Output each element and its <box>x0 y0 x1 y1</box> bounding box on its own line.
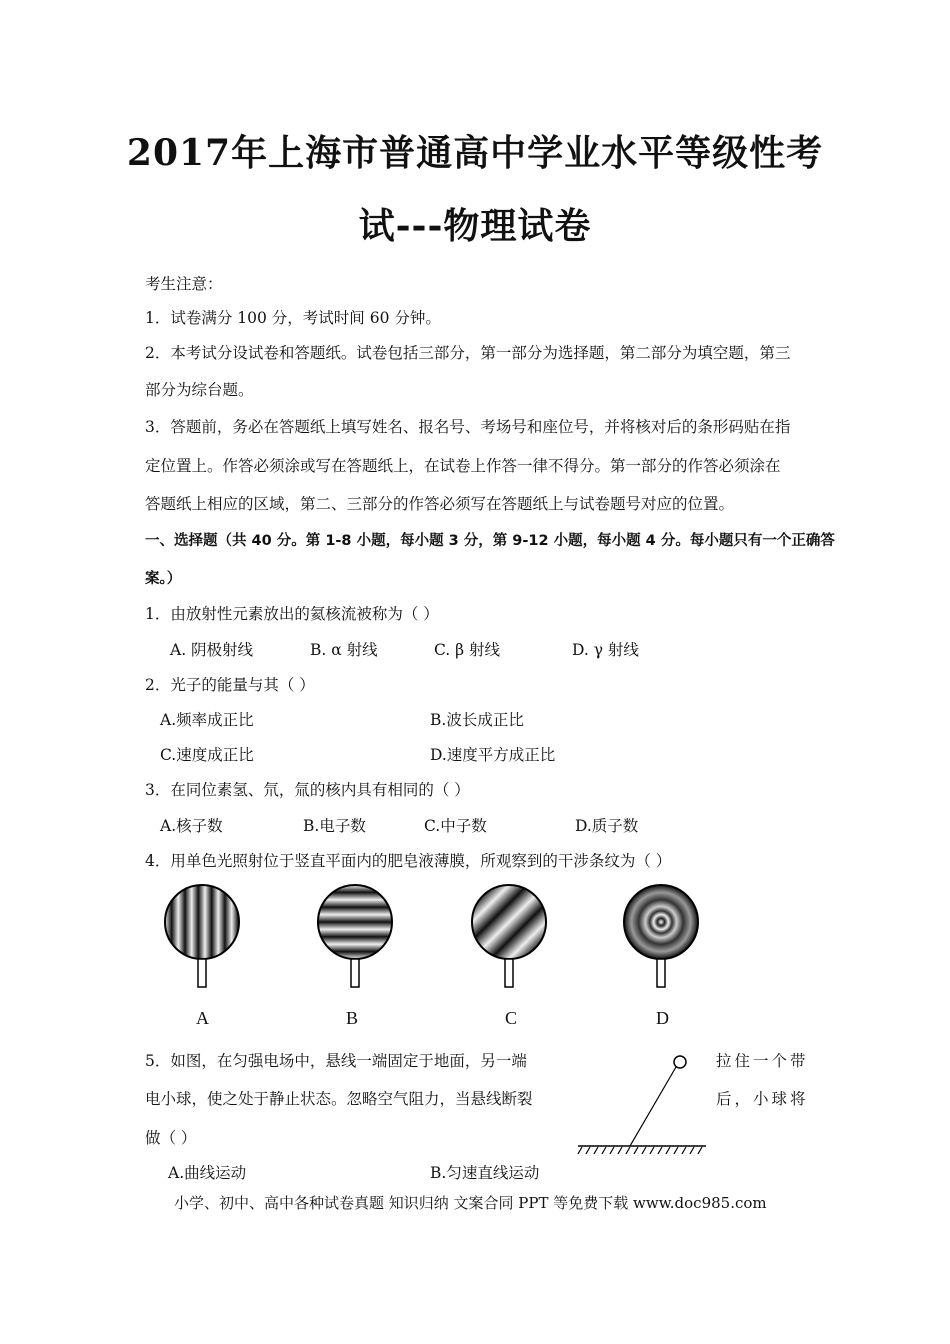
q5-line-1a: 5．如图，在匀强电场中，悬线一端固定于地面，另一端 <box>145 1052 527 1070</box>
q3-option-b: B.电子数 <box>303 817 366 835</box>
q5-line-2a: 电小球，使之处于静止状态。忽略空气阻力，当悬线断裂 <box>145 1090 533 1108</box>
q5-option-a: A.曲线运动 <box>168 1164 247 1182</box>
fringe-label-d: D <box>656 1008 669 1028</box>
fringe-label-c: C <box>505 1008 518 1028</box>
q5-line-1b: 拉住一个带 <box>716 1052 809 1070</box>
notice-1: 1．试卷满分 100 分，考试时间 60 分钟。 <box>145 309 441 327</box>
fringe-figure-c <box>467 884 551 988</box>
q3-option-a: A.核子数 <box>160 817 223 835</box>
q2-option-d: D.速度平方成正比 <box>430 746 556 764</box>
title-line-2: 试---物理试卷 <box>358 205 592 247</box>
fringe-figure-d <box>619 884 703 988</box>
section-heading-b: 案。） <box>145 571 182 587</box>
notice-3c: 答题纸上相应的区域，第二、三部分的作答必须写在答题纸上与试卷题号对应的位置。 <box>145 495 735 513</box>
charged-ball-figure <box>574 1050 710 1160</box>
q1-option-d: D. γ 射线 <box>572 641 639 659</box>
section-heading-a: 一、选择题（共 40 分。第 1-8 小题，每小题 3 分，第 9-12 小题，每小题 4 分。每小题只有一个正确答 <box>145 533 835 549</box>
q2-stem: 2．光子的能量与其（ ） <box>145 676 315 694</box>
q1-option-c: C. β 射线 <box>434 641 501 659</box>
q3-option-c: C.中子数 <box>424 817 487 835</box>
q5-line-3: 做（ ） <box>145 1129 197 1147</box>
title-line-1: 2017年上海市普通高中学业水平等级性考 <box>126 132 824 174</box>
q1-option-a: A. 阴极射线 <box>170 641 254 659</box>
q1-stem: 1．由放射性元素放出的氦核流被称为（ ） <box>145 605 439 623</box>
fringe-figure-a <box>160 884 244 988</box>
notice-3a: 3．答题前，务必在答题纸上填写姓名、报名号、考场号和座位号，并将核对后的条形码贴在指 <box>145 418 791 436</box>
notice-2a: 2．本考试分设试卷和答题纸。试卷包括三部分，第一部分为选择题，第二部分为填空题，第三 <box>145 344 791 362</box>
fringe-figure-b <box>313 884 397 988</box>
q1-option-b: B. α 射线 <box>310 641 378 659</box>
q5-option-b: B.匀速直线运动 <box>430 1164 540 1182</box>
notice-heading: 考生注意： <box>145 275 223 293</box>
q2-option-a: A.频率成正比 <box>160 711 254 729</box>
q4-stem: 4．用单色光照射位于竖直平面内的肥皂液薄膜，所观察到的干涉条纹为（ ） <box>145 852 672 870</box>
q3-option-d: D.质子数 <box>575 817 639 835</box>
q2-option-c: C.速度成正比 <box>160 746 254 764</box>
q5-line-2b: 后，小球将 <box>716 1090 809 1108</box>
notice-3b: 定位置上。作答必须涂或写在答题纸上，在试卷上作答一律不得分。第一部分的作答必须涂在 <box>145 457 781 475</box>
q2-option-b: B.波长成正比 <box>430 711 524 729</box>
q3-stem: 3．在同位素氢、氘，氚的核内具有相同的（ ） <box>145 781 470 799</box>
notice-2b: 部分为综台题。 <box>145 381 254 399</box>
fringe-label-b: B <box>346 1008 359 1028</box>
footer-text: 小学、初中、高中各种试卷真题 知识归纳 文案合同 PPT 等免费下载 www.doc985.com <box>174 1194 767 1212</box>
fringe-label-a: A <box>196 1008 209 1028</box>
